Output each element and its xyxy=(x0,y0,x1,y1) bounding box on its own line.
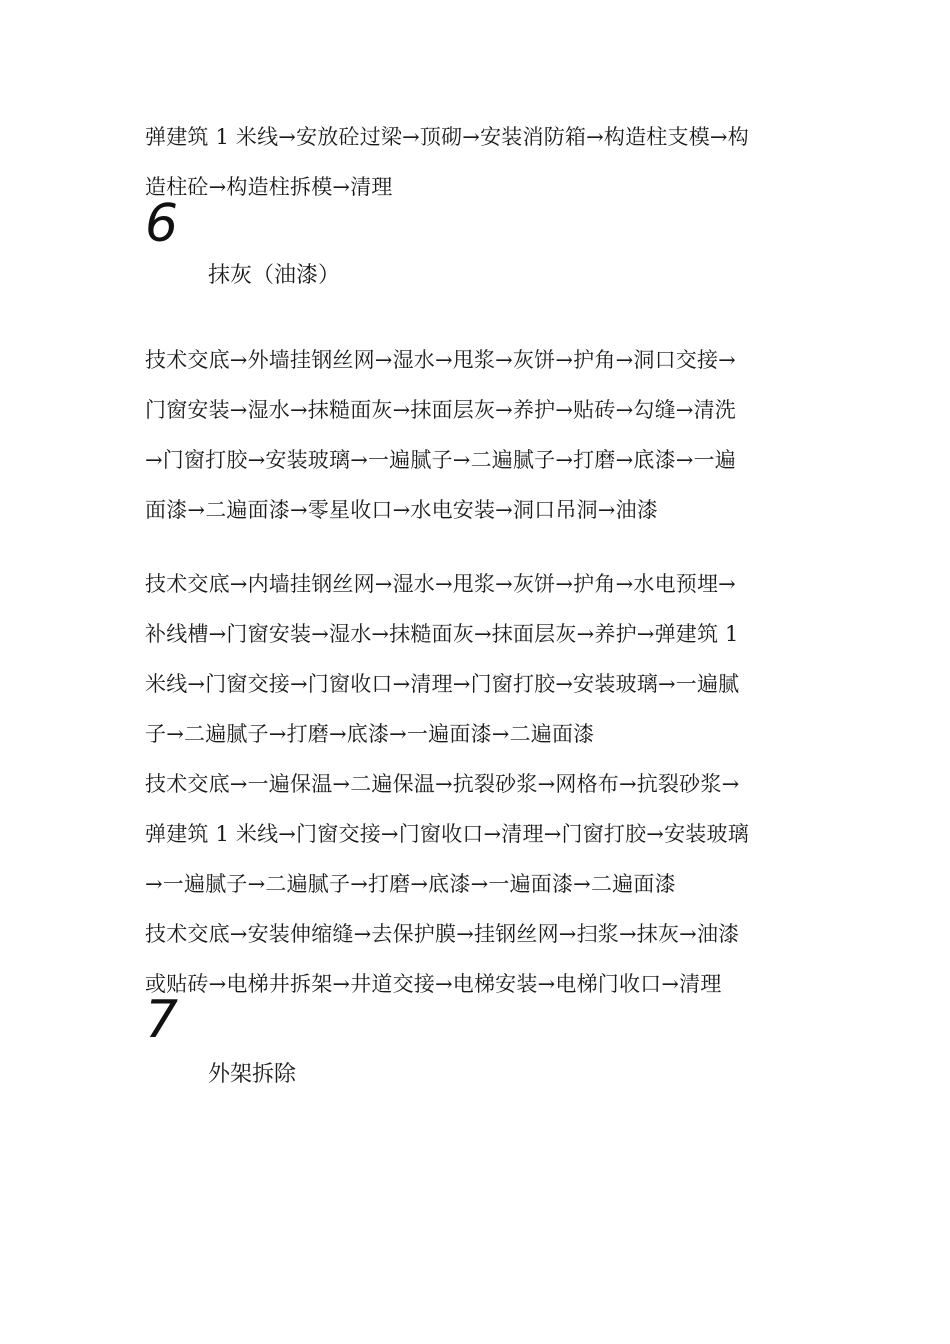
paragraph-line: 或贴砖→电梯井拆架→井道交接→电梯安装→电梯门收口→清理 xyxy=(145,972,722,996)
paragraph-line: 技术交底→安装伸缩缝→去保护膜→挂钢丝网→扫浆→抹灰→油漆 xyxy=(145,922,740,946)
paragraph-line: 面漆→二遍面漆→零星收口→水电安装→洞口吊洞→油漆 xyxy=(145,498,658,522)
paragraph-line: 弹建筑 1 米线→安放砼过梁→顶砌→安装消防箱→构造柱支模→构 xyxy=(145,125,749,149)
paragraph-line: 造柱砼→构造柱拆模→清理 xyxy=(145,175,393,199)
paragraph-line: 米线→门窗交接→门窗收口→清理→门窗打胶→安装玻璃→一遍腻 xyxy=(145,672,740,696)
paragraph-line: 技术交底→内墙挂钢丝网→湿水→甩浆→灰饼→护角→水电预埋→ xyxy=(145,572,736,596)
section-title: 外架拆除 xyxy=(208,1062,297,1087)
paragraph-line: 技术交底→一遍保温→二遍保温→抗裂砂浆→网格布→抗裂砂浆→ xyxy=(145,772,740,796)
paragraph-line: 弹建筑 1 米线→门窗交接→门窗收口→清理→门窗打胶→安装玻璃 xyxy=(145,822,749,846)
paragraph-line: 子→二遍腻子→打磨→底漆→一遍面漆→二遍面漆 xyxy=(145,722,595,746)
paragraph-line: 技术交底→外墙挂钢丝网→湿水→甩浆→灰饼→护角→洞口交接→ xyxy=(145,348,736,372)
section-number: 7 xyxy=(145,990,179,1050)
section-title: 抹灰（油漆） xyxy=(208,263,341,288)
paragraph-line: 门窗安装→湿水→抹糙面灰→抹面层灰→养护→贴砖→勾缝→清洗 xyxy=(145,398,736,422)
paragraph-line: 补线槽→门窗安装→湿水→抹糙面灰→抹面层灰→养护→弹建筑 1 xyxy=(145,622,739,646)
paragraph-line: →门窗打胶→安装玻璃→一遍腻子→二遍腻子→打磨→底漆→一遍 xyxy=(145,448,736,472)
paragraph-line: →一遍腻子→二遍腻子→打磨→底漆→一遍面漆→二遍面漆 xyxy=(145,872,676,896)
section-number: 6 xyxy=(145,194,179,254)
